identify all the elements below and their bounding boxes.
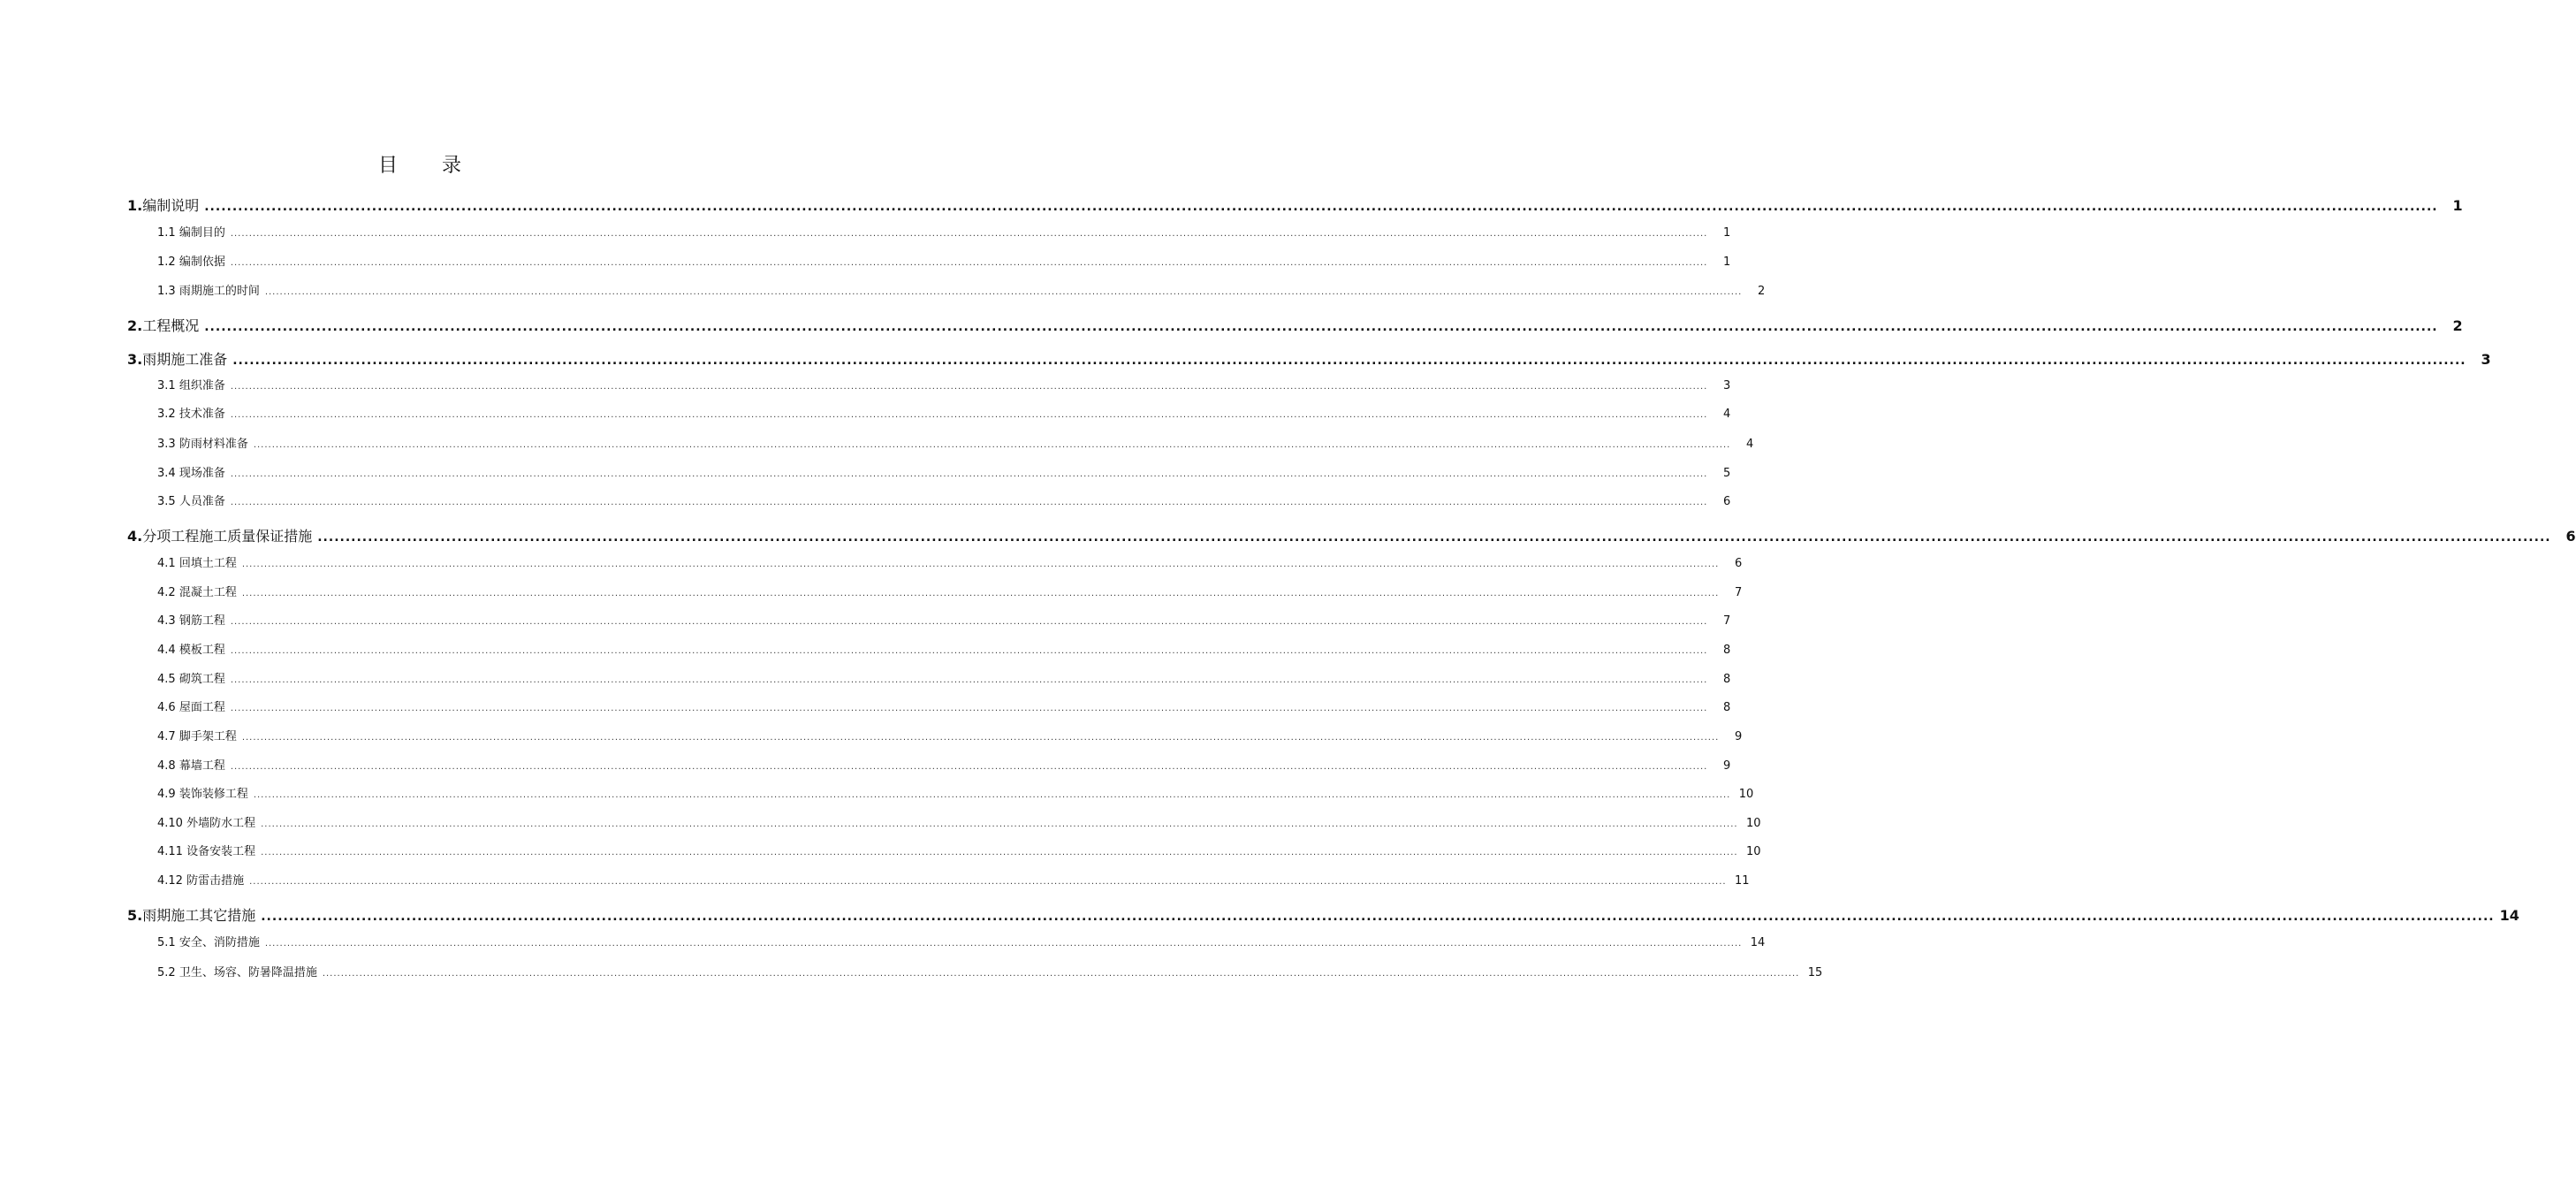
toc-section-entry[interactable] [127, 194, 2463, 215]
toc-entry-text: 模板工程 [179, 644, 225, 657]
toc-dot-leader: ................................................................................................................................................................................................................................................................................................................................................................................................................ [230, 498, 1708, 507]
toc-page-number: 10 [1746, 817, 1761, 830]
toc-entry-number: 4.7 [157, 730, 179, 743]
toc-entry-text: 安全、消防措施 [179, 936, 260, 949]
toc-entry-number: 4.9 [157, 788, 179, 801]
toc-entry-text: 防雷击措施 [186, 874, 245, 888]
toc-entry-label [157, 553, 237, 570]
toc-section-entry[interactable] [127, 904, 2519, 925]
toc-entry-number: 4.8 [157, 759, 179, 773]
toc-entry-text: 工程概况 [142, 317, 200, 334]
toc-entry-number: 5.2 [157, 966, 179, 979]
toc-entry-number: 4.1 [157, 557, 179, 570]
toc-subsection-entry[interactable] [157, 404, 1731, 421]
toc-section-entry[interactable] [127, 525, 2576, 545]
toc-entry-number: 4. [127, 528, 143, 545]
toc-entry-number: 3.3 [157, 438, 179, 451]
toc-subsection-entry[interactable] [157, 376, 1731, 393]
toc-entry-number: 4.6 [157, 701, 179, 714]
toc-subsection-entry[interactable] [157, 871, 1750, 888]
toc-dot-leader: ................................................................................................................................................................................................................................................................................................................................................................................................................ [241, 560, 1720, 569]
toc-subsection-entry[interactable] [157, 813, 1761, 830]
toc-entry-label [127, 904, 255, 925]
toc-dot-leader: ................................................................................................................................................................................................................................................................................................................................................................................................................ [230, 410, 1708, 420]
toc-entry-number: 3.2 [157, 408, 179, 421]
toc-page-number: 1 [1723, 226, 1731, 240]
toc-entry-label [157, 463, 225, 480]
toc-page-number: 6 [2565, 528, 2576, 545]
toc-entry-text: 外墙防水工程 [186, 817, 256, 830]
toc-dot-leader: ................................................................................................................................................................................................................................................................................................................................................................................................................ [230, 229, 1708, 239]
toc-subsection-entry[interactable] [157, 281, 1766, 298]
toc-page-number: 7 [1723, 614, 1731, 628]
toc-dot-leader: ................................................................................................................................................................................................................................................................................................................................................................................................................ [241, 733, 1720, 743]
toc-entry-number: 4.3 [157, 614, 179, 628]
toc-dot-leader: ................................................................................................................................................................................................................................................................................................................................................................................................................ [253, 790, 1731, 800]
toc-page-number: 15 [1807, 966, 1823, 979]
toc-entry-number: 4.4 [157, 644, 179, 657]
toc-entry-label [157, 697, 225, 714]
toc-page-number: 1 [1723, 255, 1731, 269]
toc-entry-label [157, 281, 260, 298]
toc-entry-text: 卫生、场容、防暑降温措施 [179, 966, 317, 979]
toc-entry-label [157, 223, 225, 240]
toc-dot-leader: ................................................................................................................................................................................................................................................................................................................................................................................................................ [230, 704, 1708, 713]
toc-entry-number: 1.3 [157, 285, 179, 298]
toc-page-number: 4 [1746, 438, 1754, 451]
toc-dot-leader: ................................................................................................................................................................................................................................................................................................................................................................................................................ [204, 200, 2438, 214]
toc-entry-text: 技术准备 [179, 408, 225, 421]
toc-entry-label [157, 813, 255, 830]
toc-subsection-entry[interactable] [157, 669, 1731, 686]
toc-dot-leader: ................................................................................................................................................................................................................................................................................................................................................................................................................ [230, 675, 1708, 685]
toc-dot-leader: ................................................................................................................................................................................................................................................................................................................................................................................................................ [317, 530, 2551, 545]
toc-page-number: 4 [1723, 408, 1731, 421]
toc-entry-text: 设备安装工程 [186, 845, 256, 858]
toc-subsection-entry[interactable] [157, 553, 1743, 570]
toc-title-char: 目 [377, 155, 398, 177]
toc-dot-leader: ................................................................................................................................................................................................................................................................................................................................................................................................................ [249, 877, 1727, 887]
toc-subsection-entry[interactable] [157, 727, 1743, 743]
toc-page-number: 1 [2452, 197, 2463, 214]
toc-subsection-entry[interactable] [157, 963, 1823, 979]
toc-dot-leader: ................................................................................................................................................................................................................................................................................................................................................................................................................ [253, 440, 1731, 450]
toc-entry-text: 编制目的 [179, 226, 225, 240]
toc-page-number: 3 [1723, 379, 1731, 393]
toc-entry-label [157, 640, 225, 657]
toc-entry-text: 砌筑工程 [179, 673, 225, 686]
toc-page-number: 2 [2452, 317, 2463, 334]
toc-entry-number: 1.2 [157, 255, 179, 269]
toc-entry-label [157, 963, 317, 979]
toc-entry-label [157, 933, 260, 949]
toc-page-number: 10 [1738, 788, 1754, 801]
toc-dot-leader: ................................................................................................................................................................................................................................................................................................................................................................................................................ [261, 848, 1738, 857]
toc-subsection-entry[interactable] [157, 492, 1731, 508]
toc-entry-label [157, 611, 225, 628]
toc-entry-number: 1.1 [157, 226, 179, 240]
toc-dot-leader: ................................................................................................................................................................................................................................................................................................................................................................................................................ [261, 910, 2495, 924]
toc-page-number: 9 [1723, 759, 1731, 773]
toc-subsection-entry[interactable] [157, 583, 1743, 599]
toc-subsection-entry[interactable] [157, 933, 1766, 949]
toc-section-entry[interactable] [127, 348, 2491, 369]
toc-entry-label [157, 784, 248, 801]
toc-entry-text: 装饰装修工程 [179, 788, 248, 801]
toc-dot-leader: ................................................................................................................................................................................................................................................................................................................................................................................................................ [230, 762, 1708, 772]
toc-entry-text: 人员准备 [179, 495, 225, 508]
toc-entry-number: 3.1 [157, 379, 179, 393]
toc-page-number: 8 [1723, 701, 1731, 714]
toc-dot-leader: ................................................................................................................................................................................................................................................................................................................................................................................................................ [230, 469, 1708, 479]
toc-dot-leader: ................................................................................................................................................................................................................................................................................................................................................................................................................ [261, 819, 1738, 829]
toc-page-number: 9 [1735, 730, 1743, 743]
toc-entry-number: 4.10 [157, 817, 187, 830]
toc-page-number: 11 [1735, 874, 1750, 888]
toc-page-number: 5 [1723, 467, 1731, 480]
toc-entry-text: 屋面工程 [179, 701, 225, 714]
toc-subsection-entry[interactable] [157, 640, 1731, 657]
toc-page-number: 14 [2499, 907, 2519, 924]
toc-title [0, 150, 840, 178]
toc-entry-number: 3.4 [157, 467, 179, 480]
toc-page-number: 8 [1723, 644, 1731, 657]
toc-page-number: 6 [1735, 557, 1743, 570]
toc-entry-label [157, 434, 248, 451]
toc-subsection-entry[interactable] [157, 252, 1731, 269]
toc-dot-leader: ................................................................................................................................................................................................................................................................................................................................................................................................................ [230, 646, 1708, 656]
toc-entry-text: 分项工程施工质量保证措施 [142, 528, 313, 545]
toc-entry-text: 防雨材料准备 [179, 438, 248, 451]
toc-entry-label [157, 871, 244, 888]
toc-entry-text: 幕墙工程 [179, 759, 225, 773]
toc-subsection-entry[interactable] [157, 434, 1754, 451]
toc-dot-leader: ................................................................................................................................................................................................................................................................................................................................................................................................................ [264, 287, 1743, 297]
toc-entry-label [127, 348, 227, 369]
toc-entry-text: 雨期施工其它措施 [142, 907, 256, 924]
toc-dot-leader: ................................................................................................................................................................................................................................................................................................................................................................................................................ [241, 589, 1720, 598]
toc-entry-label [157, 492, 225, 508]
toc-subsection-entry[interactable] [157, 697, 1731, 714]
toc-subsection-entry[interactable] [157, 223, 1731, 240]
toc-entry-label [157, 376, 225, 393]
toc-entry-number: 5. [127, 907, 143, 924]
toc-entry-label [157, 252, 225, 269]
toc-entry-label [127, 315, 199, 335]
toc-dot-leader: ................................................................................................................................................................................................................................................................................................................................................................................................................ [232, 354, 2466, 368]
toc-subsection-entry[interactable] [157, 611, 1731, 628]
toc-entry-label [157, 669, 225, 686]
toc-entry-number: 4.5 [157, 673, 179, 686]
toc-entry-number: 4.12 [157, 874, 187, 888]
toc-entry-number: 2. [127, 317, 143, 334]
toc-entry-text: 回填土工程 [179, 557, 237, 570]
toc-subsection-entry[interactable] [157, 784, 1754, 801]
toc-entry-text: 雨期施工的时间 [179, 285, 260, 298]
toc-page-number: 10 [1746, 845, 1761, 858]
toc-dot-leader: ................................................................................................................................................................................................................................................................................................................................................................................................................ [230, 258, 1708, 268]
toc-dot-leader: ................................................................................................................................................................................................................................................................................................................................................................................................................ [230, 617, 1708, 627]
toc-subsection-entry[interactable] [157, 463, 1731, 480]
toc-dot-leader: ................................................................................................................................................................................................................................................................................................................................................................................................................ [322, 969, 1800, 979]
toc-entry-label [127, 525, 312, 545]
toc-entry-text: 编制依据 [179, 255, 225, 269]
toc-section-entry[interactable] [127, 315, 2463, 335]
toc-page-number: 3 [2481, 351, 2491, 368]
toc-page-number: 6 [1723, 495, 1731, 508]
toc-entry-label [157, 727, 237, 743]
toc-dot-leader: ................................................................................................................................................................................................................................................................................................................................................................................................................ [264, 939, 1743, 949]
toc-entry-number: 3. [127, 351, 143, 368]
toc-entry-text: 雨期施工准备 [142, 351, 228, 368]
toc-entry-label [157, 842, 255, 858]
toc-page-number: 8 [1723, 673, 1731, 686]
toc-entry-text: 组织准备 [179, 379, 225, 393]
toc-entry-number: 3.5 [157, 495, 179, 508]
toc-entry-number: 1. [127, 197, 143, 214]
toc-entry-number: 5.1 [157, 936, 179, 949]
toc-entry-label [157, 756, 225, 773]
toc-entry-label [157, 404, 225, 421]
toc-entry-number: 4.11 [157, 845, 187, 858]
toc-dot-leader: ................................................................................................................................................................................................................................................................................................................................................................................................................ [230, 382, 1708, 392]
toc-entry-label [127, 194, 199, 215]
toc-entry-text: 脚手架工程 [179, 730, 237, 743]
toc-subsection-entry[interactable] [157, 842, 1761, 858]
toc-entry-label [157, 583, 237, 599]
toc-title-char: 录 [442, 155, 462, 177]
toc-entry-text: 编制说明 [142, 197, 200, 214]
toc-page-number: 2 [1758, 285, 1766, 298]
toc-entry-text: 现场准备 [179, 467, 225, 480]
toc-subsection-entry[interactable] [157, 756, 1731, 773]
toc-dot-leader: ................................................................................................................................................................................................................................................................................................................................................................................................................ [204, 320, 2438, 334]
toc-page-number: 7 [1735, 586, 1743, 599]
toc-entry-text: 混凝土工程 [179, 586, 237, 599]
toc-entry-text: 钢筋工程 [179, 614, 225, 628]
toc-entry-number: 4.2 [157, 586, 179, 599]
toc-page-number: 14 [1750, 936, 1766, 949]
